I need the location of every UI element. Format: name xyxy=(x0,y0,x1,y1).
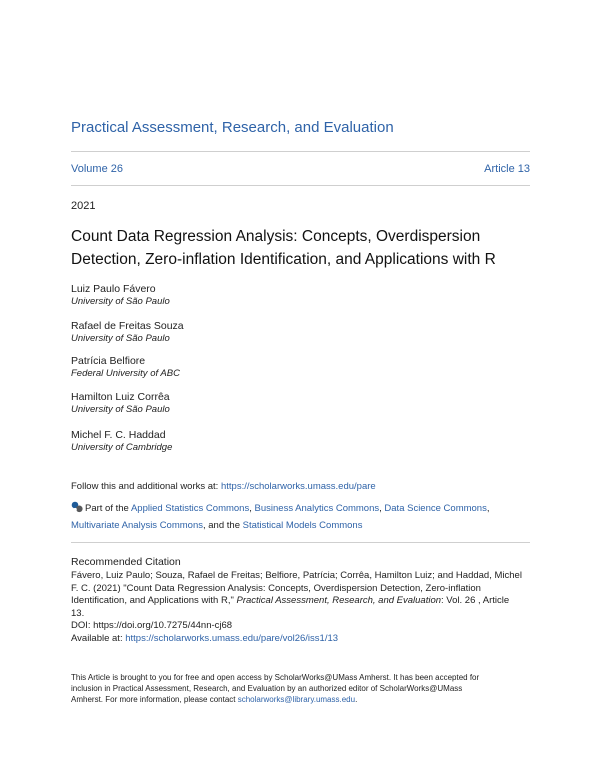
separator: , and the xyxy=(203,520,243,531)
separator: , xyxy=(379,503,385,514)
footer-line-2: inclusion in Practical Assessment, Research, and Evaluation by an authorized editor of ScholarWorks@UMass xyxy=(71,684,463,693)
author-name: Rafael de Freitas Souza xyxy=(71,320,184,332)
separator: , xyxy=(486,503,490,514)
article-title-line-2: Detection, Zero-inflation Identification, and Applications with R xyxy=(71,251,496,268)
multivariate-analysis-commons-link[interactable]: Multivariate Analysis Commons xyxy=(71,520,203,531)
publication-year: 2021 xyxy=(71,200,96,212)
part-of-line xyxy=(71,500,541,534)
contact-email-link[interactable]: scholarworks@library.umass.edu xyxy=(237,695,356,704)
citation-text xyxy=(71,570,539,645)
author-affiliation: University of São Paulo xyxy=(71,333,170,344)
citation-line-3-end: : Vol. 26 , Article xyxy=(441,595,510,606)
follow-link[interactable]: https://scholarworks.umass.edu/pare xyxy=(220,481,376,492)
volume-link[interactable]: Volume 26 xyxy=(71,163,123,175)
footer-line-3 xyxy=(71,694,533,705)
available-at-prefix: Available at: xyxy=(71,632,126,644)
article-title xyxy=(71,225,541,271)
separator: , xyxy=(249,503,255,514)
citation-rule xyxy=(71,542,530,543)
header-rule-bottom xyxy=(71,185,530,186)
available-at-line xyxy=(71,633,539,646)
author-affiliation: University of São Paulo xyxy=(71,296,170,307)
author-affiliation: Federal University of ABC xyxy=(71,368,180,379)
recommended-citation-heading: Recommended Citation xyxy=(71,556,181,568)
doi-line: DOI: https://doi.org/10.7275/44nn-cj68 xyxy=(71,620,233,631)
citation-line-3 xyxy=(71,595,539,608)
available-at-link[interactable]: https://scholarworks.umass.edu/pare/vol26/iss1/13 xyxy=(125,632,339,644)
business-analytics-commons-link[interactable]: Business Analytics Commons xyxy=(254,503,380,514)
citation-line-1: Fávero, Luiz Paulo; Souza, Rafael de Freitas; Belfiore, Patrícia; Corrêa, Hamilton Luiz; and Haddad, Michel xyxy=(71,570,522,581)
author-affiliation: University of São Paulo xyxy=(71,404,170,415)
footer-line-3-start: Amherst. For more information, please contact xyxy=(71,695,238,704)
citation-line-4: 13. xyxy=(71,607,85,619)
author-affiliation: University of Cambridge xyxy=(71,442,173,453)
part-of-prefix: Part of the xyxy=(85,503,131,514)
footer-line-3-end: . xyxy=(355,695,358,704)
footer-notice xyxy=(71,672,533,705)
data-science-commons-link[interactable]: Data Science Commons xyxy=(384,503,487,514)
network-commons-icon xyxy=(71,501,83,513)
statistical-models-commons-link[interactable]: Statistical Models Commons xyxy=(242,520,363,531)
follow-prefix: Follow this and additional works at: xyxy=(71,481,221,492)
author-name: Luiz Paulo Fávero xyxy=(71,283,156,295)
journal-title-link[interactable]: Practical Assessment, Research, and Evaluation xyxy=(71,119,394,136)
footer-line-1: This Article is brought to you for free and open access by ScholarWorks@UMass Amherst. It has been accepted for xyxy=(71,673,480,682)
citation-line-3-start: Identification, and Applications with R," xyxy=(71,595,237,606)
author-name: Michel F. C. Haddad xyxy=(71,429,166,441)
author-name: Patrícia Belfiore xyxy=(71,355,146,367)
citation-journal-name: Practical Assessment, Research, and Evaluation xyxy=(236,595,442,606)
author-name: Hamilton Luiz Corrêa xyxy=(71,391,170,403)
follow-line xyxy=(71,481,376,492)
header-rule-top xyxy=(71,151,530,152)
article-link[interactable]: Article 13 xyxy=(484,163,530,175)
applied-statistics-commons-link[interactable]: Applied Statistics Commons xyxy=(130,503,250,514)
citation-line-2: F. C. (2021) "Count Data Regression Analysis: Concepts, Overdispersion Detection, Zero-inflation xyxy=(71,582,481,594)
article-title-line-1: Count Data Regression Analysis: Concepts, Overdispersion xyxy=(71,228,481,245)
